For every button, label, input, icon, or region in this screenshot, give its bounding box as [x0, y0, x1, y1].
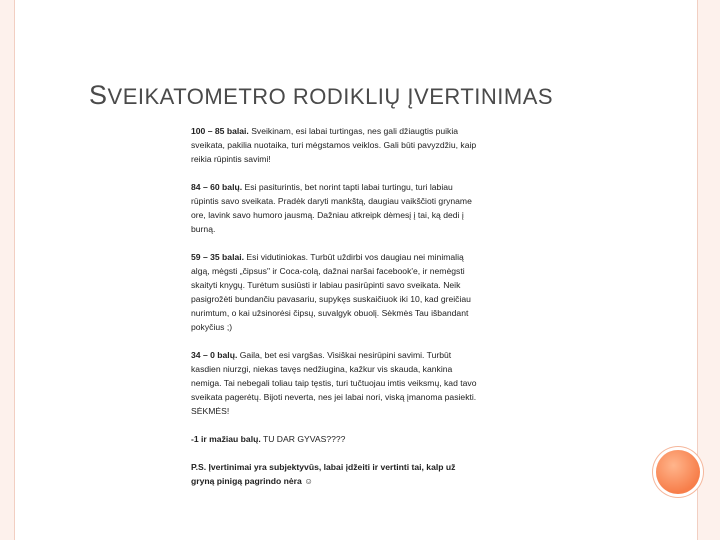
- score-range-paragraph: [191, 250, 481, 334]
- score-range-heading: 100 – 85 balai.: [191, 126, 249, 136]
- title-rest: VEIKATOMETRO RODIKLIŲ ĮVERTINIMAS: [107, 84, 554, 109]
- score-range-heading: 59 – 35 balai.: [191, 252, 245, 262]
- score-range-paragraph: [191, 432, 481, 446]
- score-range-paragraph: [191, 348, 481, 418]
- slide: [14, 0, 698, 540]
- score-range-description: Esi pasiturintis, bet norint tapti labai turtingu, turi labiau rūpintis savo sveikata. Pradėk daryti mankštą, daugiau vaikščioti gryname ore, lavink savo humoro jausmą. Dažniau atkreipk dėmesį į tai, ką dedi į burną.: [191, 182, 472, 234]
- title-first-letter: S: [89, 80, 108, 110]
- score-range-description: Sveikinam, esi labai turtingas, nes gali džiaugtis puikia sveikata, pakilia nuotaika, turi mėgstamos veiklos. Gali būti pavyzdžiu, kaip reikia rūpintis savimi!: [191, 126, 477, 164]
- score-range-description: Gaila, bet esi vargšas. Visiškai nesirūpini savimi. Turbūt kasdien niurzgi, niekas tavęs nedžiugina, kažkur vis skauda, kankina nemiga. Tai nebegali toliau taip tęstis, turi tučtuojau imtis veiksmų, kad tavo sveikata pagerėtų. Bijoti neverta, nes jei labai nori, viską įmanoma pasiekti. SĖKMĖS!: [191, 350, 477, 416]
- score-range-heading: 84 – 60 balų.: [191, 182, 243, 192]
- postscript-paragraph: [191, 460, 481, 488]
- decorative-circle: [656, 450, 700, 494]
- score-range-description: Esi vidutiniokas. Turbūt uždirbi vos daugiau nei minimalią algą, mėgsti „čipsus" ir Coca-colą, dažnai naršai facebook'e, ir nemėgsti skaityti knygų. Turėtum susiūsti ir labiau pasirūpinti savo sveikata. Neik pasigrožėti bundančiu pavasariu, supykęs suskaičiuok iki 10, kad greičiau nurimtum, o kai užsinorėsi čipsų, suvalgyk obuolį. Sėkmės Tau išbandant pokyčius ;): [191, 252, 471, 332]
- score-range-description: TU DAR GYVAS????: [260, 434, 346, 444]
- score-range-heading: 34 – 0 balų.: [191, 350, 238, 360]
- score-range-heading: -1 ir mažiau balų.: [191, 434, 261, 444]
- score-range-paragraph: [191, 124, 481, 166]
- scoring-text-image: [191, 124, 481, 502]
- postscript-text: P.S. Įvertinimai yra subjektyvūs, labai įdžeiti ir vertinti tai, kalp už gryną pinigą pagrindo nėra ☺: [191, 462, 456, 486]
- score-range-paragraph: [191, 180, 481, 236]
- slide-title: [89, 80, 553, 111]
